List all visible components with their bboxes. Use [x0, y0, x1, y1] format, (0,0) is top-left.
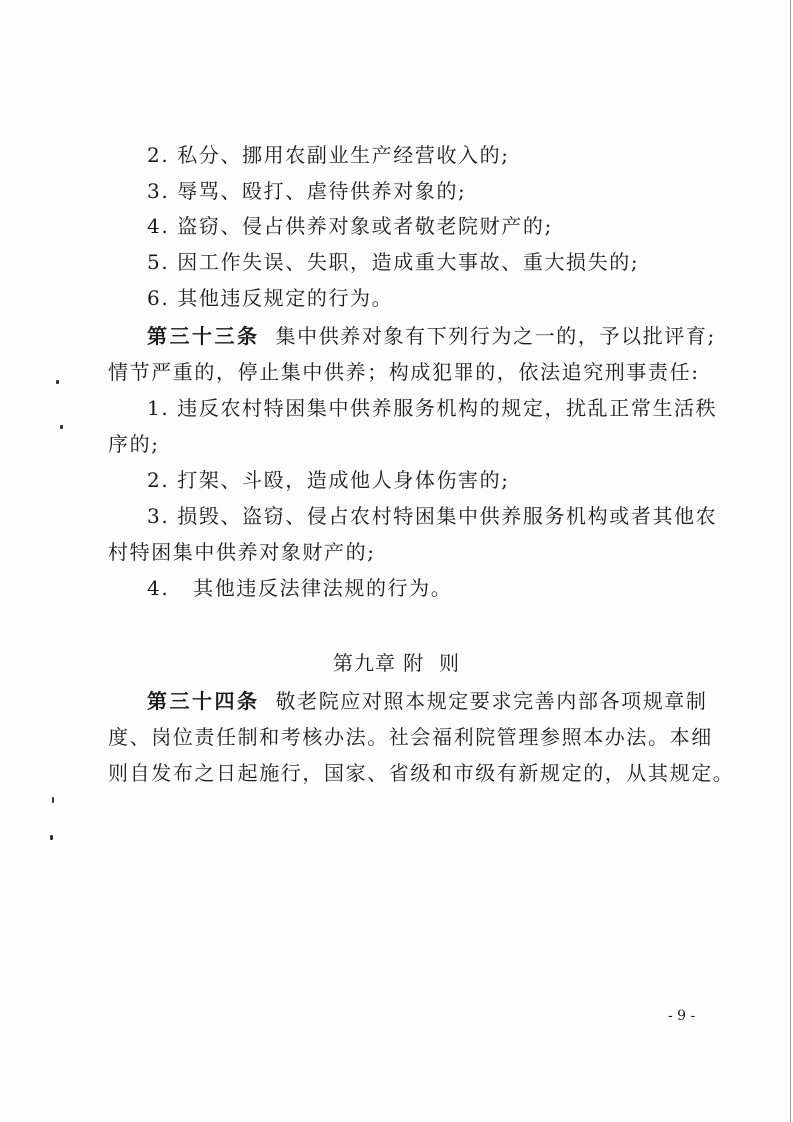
scan-edge-line — [790, 0, 791, 1122]
article-32-item-3: 3. 辱骂、殴打、虐待供养对象的; — [147, 179, 467, 203]
article-33-item-3-line1: 3. 损毁、盗窃、侵占农村特困集中供养服务机构或者其他农 — [147, 504, 718, 528]
page-number: - 9 - — [668, 1008, 696, 1024]
article-33-text-line1: 集中供养对象有下列行为之一的，予以批评育; — [275, 324, 716, 348]
scan-speck — [52, 797, 54, 803]
article-32-item-5: 5. 因工作失误、失职，造成重大事故、重大损失的; — [147, 250, 640, 274]
article-33-text-line2: 情节严重的，停止集中供养；构成犯罪的，依法追究刑事责任: — [108, 360, 700, 384]
article-33-paragraph — [147, 324, 716, 348]
scan-speck — [60, 425, 63, 429]
article-32-item-6: 6. 其他违反规定的行为。 — [147, 286, 394, 310]
article-32-item-4: 4. 盗窃、侵占供养对象或者敬老院财产的; — [147, 214, 553, 238]
article-34-paragraph — [147, 689, 708, 713]
chapter-heading: 第九章 附 则 — [332, 651, 461, 675]
article-33-title: 第三十三条 — [147, 324, 260, 348]
article-33-item-3-line2: 村特困集中供养对象财产的; — [108, 540, 376, 564]
scan-speck — [56, 380, 59, 384]
article-34-text-line3: 则自发布之日起施行，国家、省级和市级有新规定的，从其规定。 — [108, 761, 735, 785]
article-34-text-line1: 敬老院应对照本规定要求完善内部各项规章制 — [275, 689, 708, 713]
article-32-item-2: 2. 私分、挪用农副业生产经营收入的; — [147, 143, 510, 167]
scan-speck — [50, 835, 53, 840]
article-33-item-4: 4. 其他违反法律法规的行为。 — [147, 576, 453, 600]
article-33-item-2: 2. 打架、斗殴，造成他人身体伤害的; — [147, 468, 510, 492]
article-33-item-1-line2: 序的; — [108, 432, 160, 456]
article-33-item-1-line1: 1. 违反农村特困集中供养服务机构的规定，扰乱正常生活秩 — [147, 396, 718, 420]
article-34-text-line2: 度、岗位责任制和考核办法。社会福利院管理参照本办法。本细 — [108, 725, 713, 749]
article-34-title: 第三十四条 — [147, 689, 260, 713]
